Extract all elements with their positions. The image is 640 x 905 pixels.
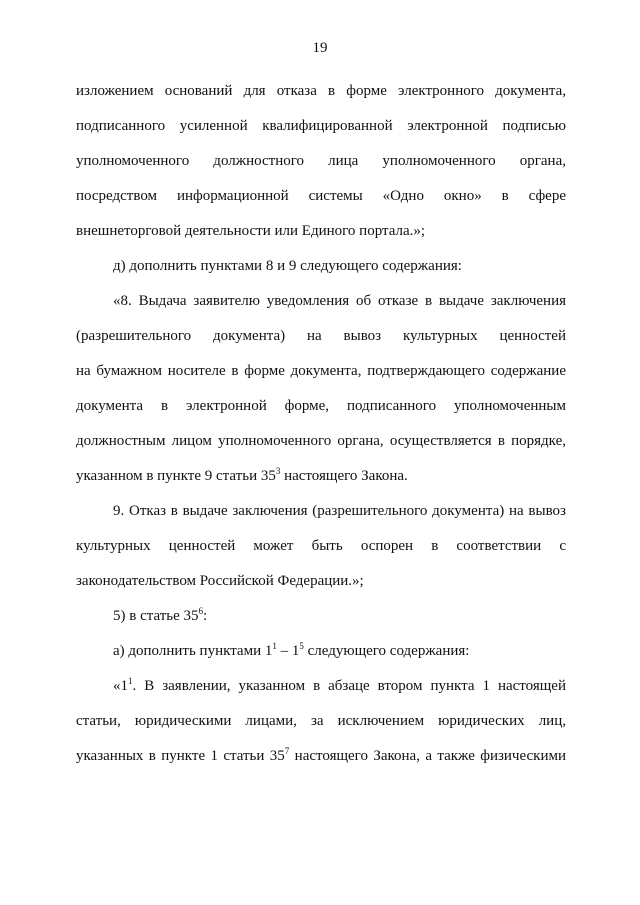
text-line: должностным лицом уполномоченного органа, осуществляется в порядке, [76, 433, 566, 449]
text-line: подписанного усиленной квалифицированной электронной подписью [76, 118, 566, 134]
document-body [76, 74, 566, 774]
text-line: статьи, юридическими лицами, за исключением юридических лиц, [76, 713, 566, 729]
text-line: посредством информационной системы «Одно окно» в сфере [76, 188, 566, 204]
text-line: 5) в статье $35^6$: [113, 606, 208, 624]
page-number: 19 [312, 40, 328, 56]
superscript: 1 [272, 641, 277, 651]
text-line: «8. Выдача заявителю уведомления об отказе в выдаче заключения [113, 293, 566, 309]
text-line: (разрешительного документа) на вывоз культурных ценностей [76, 328, 566, 344]
text-line: указанных в пункте 1 статьи $35^7$ настоящего Закона, а также физическими [76, 746, 566, 764]
superscript: 6 [198, 606, 204, 616]
superscript: 5 [299, 641, 304, 651]
text-line: на бумажном носителе в форме документа, подтверждающего содержание [76, 363, 566, 379]
superscript: 1 [128, 676, 133, 686]
superscript: 3 [275, 466, 281, 476]
text-line: «$1^1$. В заявлении, указанном в абзаце втором пункта 1 настоящей [113, 676, 566, 694]
text-line: документа в электронной форме, подписанного уполномоченным [76, 398, 566, 414]
text-line: изложением оснований для отказа в форме электронного документа, [76, 83, 566, 99]
text-line: а) дополнить пунктами $1^1 - 1^5$ следующего содержания: [113, 641, 470, 659]
text-line: уполномоченного должностного лица уполномоченного органа, [76, 153, 566, 169]
text-line: внешнеторговой деятельности или Единого портала.»; [76, 223, 426, 239]
superscript: 7 [284, 746, 290, 756]
text-line: культурных ценностей может быть оспорен в соответствии с [76, 538, 566, 554]
text-line: 9. Отказ в выдаче заключения (разрешительного документа) на вывоз [113, 503, 566, 519]
text-line: д) дополнить пунктами 8 и 9 следующего содержания: [113, 258, 462, 274]
text-line: указанном в пункте 9 статьи $35^3$ настоящего Закона. [76, 466, 408, 484]
text-line: законодательством Российской Федерации.»; [76, 573, 364, 589]
